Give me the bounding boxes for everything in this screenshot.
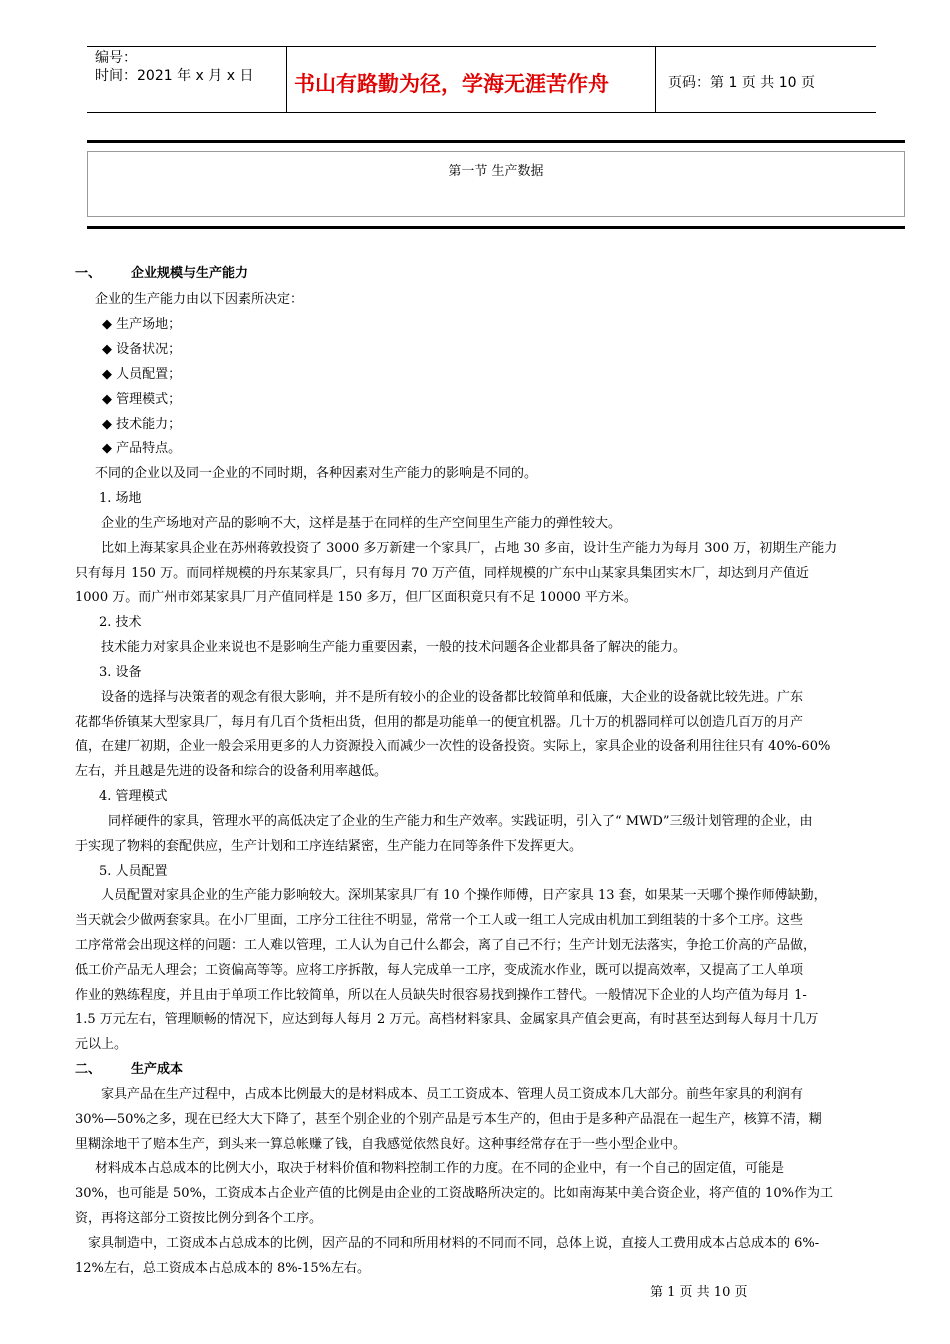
header-divider: [655, 46, 656, 112]
paragraph-line: 12%左右，总工资成本占总成本的 8%-15%左右。: [75, 1261, 370, 1276]
paragraph-line: 技术能力对家具企业来说也不是影响生产能力重要因素，一般的技术问题各企业都具备了解决的能力。: [101, 640, 687, 655]
header-number-label: 编号：: [95, 50, 137, 66]
paragraph-line: 元以上。: [75, 1037, 128, 1052]
paragraph-line: 家具制造中，工资成本占总成本的比例，因产品的不同和所用材料的不同而不同，总体上说，直接人工费用成本占总成本的 6%-: [88, 1236, 820, 1251]
subheading: 1. 场地: [99, 491, 142, 506]
heading-title: 生产成本: [131, 1062, 184, 1077]
subheading: 4. 管理模式: [99, 789, 168, 804]
header-motto: 书山有路勤为径，学海无涯苦作舟: [294, 72, 609, 96]
bullet-item: ◆ 设备状况；: [102, 342, 182, 357]
paragraph-line: 企业的生产场地对产品的影响不大，这样是基于在同样的生产空间里生产能力的弹性较大。: [101, 516, 622, 531]
paragraph-line: 30%—50%之多，现在已经大大下降了，甚至个别企业的个别产品是亏本生产的，但由于是多种产品混在一起生产，核算不清，糊: [75, 1112, 822, 1127]
paragraph-line: 资，再将这部分工资按比例分到各个工序。: [75, 1211, 323, 1226]
paragraph-line: 于实现了物料的套配供应，生产计划和工序连结紧密，生产能力在同等条件下发挥更大。: [75, 839, 583, 854]
header-time-label: 时间：2021 年 x 月 x 日: [95, 68, 254, 84]
bullet-item: ◆ 管理模式；: [102, 392, 182, 407]
bullet-item: ◆ 技术能力；: [102, 417, 182, 432]
paragraph-line: 左右，并且越是先进的设备和综合的设备利用率越低。: [75, 764, 388, 779]
paragraph-line: 30%，也可能是 50%，工资成本占企业产值的比例是由企业的工资战略所决定的。比如南海某中美合资企业，将产值的 10%作为工: [75, 1186, 833, 1201]
page-footer: 第 1 页 共 10 页: [650, 1285, 748, 1300]
paragraph-line: 低工价产品无人理会；工资偏高等等。应将工序拆散，每人完成单一工序，变成流水作业，既可以提高效率，又提高了工人单项: [75, 963, 804, 978]
section-top-rule: [87, 140, 905, 143]
paragraph-line: 家具产品在生产过程中，占成本比例最大的是材料成本、员工工资成本、管理人员工资成本几大部分。前些年家具的利润有: [101, 1087, 804, 1102]
paragraph-line: 工序常常会出现这样的问题：工人难以管理，工人认为自己什么都会，离了自己不行；生产计划无法落实，争抢工价高的产品做，: [75, 938, 817, 953]
paragraph-line: 值，在建厂初期，企业一般会采用更多的人力资源投入而减少一次性的设备投资。实际上，家具企业的设备利用往往只有 40%-60%: [75, 739, 831, 754]
paragraph-line: 里糊涂地干了赔本生产，到头来一算总帐赚了钱，自我感觉依然良好。这种事经常存在于一些小型企业中。: [75, 1137, 687, 1152]
bullet-item: ◆ 产品特点。: [102, 441, 182, 456]
paragraph-line: 企业的生产能力由以下因素所决定：: [95, 292, 304, 307]
bullet-item: ◆ 生产场地；: [102, 317, 182, 332]
subheading: 2. 技术: [99, 615, 142, 630]
subheading: 3. 设备: [99, 665, 142, 680]
paragraph-line: 花都华侨镇某大型家具厂，每月有几百个货柜出货，但用的都是功能单一的便宜机器。几十万的机器同样可以创造几百万的月产: [75, 715, 804, 730]
header-page-info: 页码：第 1 页 共 10 页: [668, 75, 815, 91]
paragraph-line: 材料成本占总成本的比例大小，取决于材料价值和物料控制工作的力度。在不同的企业中，有一个自己的固定值，可能是: [95, 1161, 785, 1176]
paragraph-line: 不同的企业以及同一企业的不同时期，各种因素对生产能力的影响是不同的。: [95, 466, 538, 481]
heading-number: 一、: [75, 266, 102, 281]
paragraph-line: 同样硬件的家具，管理水平的高低决定了企业的生产能力和生产效率。实践证明，引入了“ MWD”三级计划管理的企业，由: [108, 814, 813, 829]
section-title: 第一节 生产数据: [448, 164, 544, 179]
heading-number: 二、: [75, 1062, 102, 1077]
subheading: 5. 人员配置: [99, 864, 168, 879]
paragraph-line: 设备的选择与决策者的观念有很大影响，并不是所有较小的企业的设备都比较简单和低廉，大企业的设备就比较先进。广东: [101, 690, 804, 705]
section-bottom-rule: [87, 226, 905, 229]
paragraph-line: 1000 万。而广州市郊某家具厂月产值同样是 150 多万，但厂区面积竟只有不足 10000 平方米。: [75, 590, 637, 605]
header-bottom-rule: [87, 112, 876, 113]
header-top-rule: [87, 46, 876, 47]
paragraph-line: 1.5 万元左右，管理顺畅的情况下，应达到每人每月 2 万元。高档材料家具、金属家具产值会更高，有时甚至达到每人每月十几万: [75, 1012, 819, 1027]
paragraph-line: 作业的熟练程度，并且由于单项工作比较简单，所以在人员缺失时很容易找到操作工替代。一般情况下企业的人均产值为每月 1-: [75, 988, 807, 1003]
paragraph-line: 人员配置对家具企业的生产能力影响较大。深圳某家具厂有 10 个操作师傅，日产家具 13 套，如果某一天哪个操作师傅缺勤，: [101, 888, 827, 903]
paragraph-line: 只有每月 150 万。而同样规模的丹东某家具厂，只有每月 70 万产值，同样规模的广东中山某家具集团实木厂，却达到月产值近: [75, 566, 809, 581]
heading-title: 企业规模与生产能力: [131, 266, 249, 281]
paragraph-line: 当天就会少做两套家具。在小厂里面，工序分工往往不明显，常常一个工人或一组工人完成由机加工到组装的十多个工序。这些: [75, 913, 804, 928]
header-divider: [286, 46, 287, 112]
bullet-item: ◆ 人员配置；: [102, 367, 182, 382]
paragraph-line: 比如上海某家具企业在苏州蒋敦投资了 3000 多万新建一个家具厂，占地 30 多亩，设计生产能力为每月 300 万，初期生产能力: [101, 541, 838, 556]
